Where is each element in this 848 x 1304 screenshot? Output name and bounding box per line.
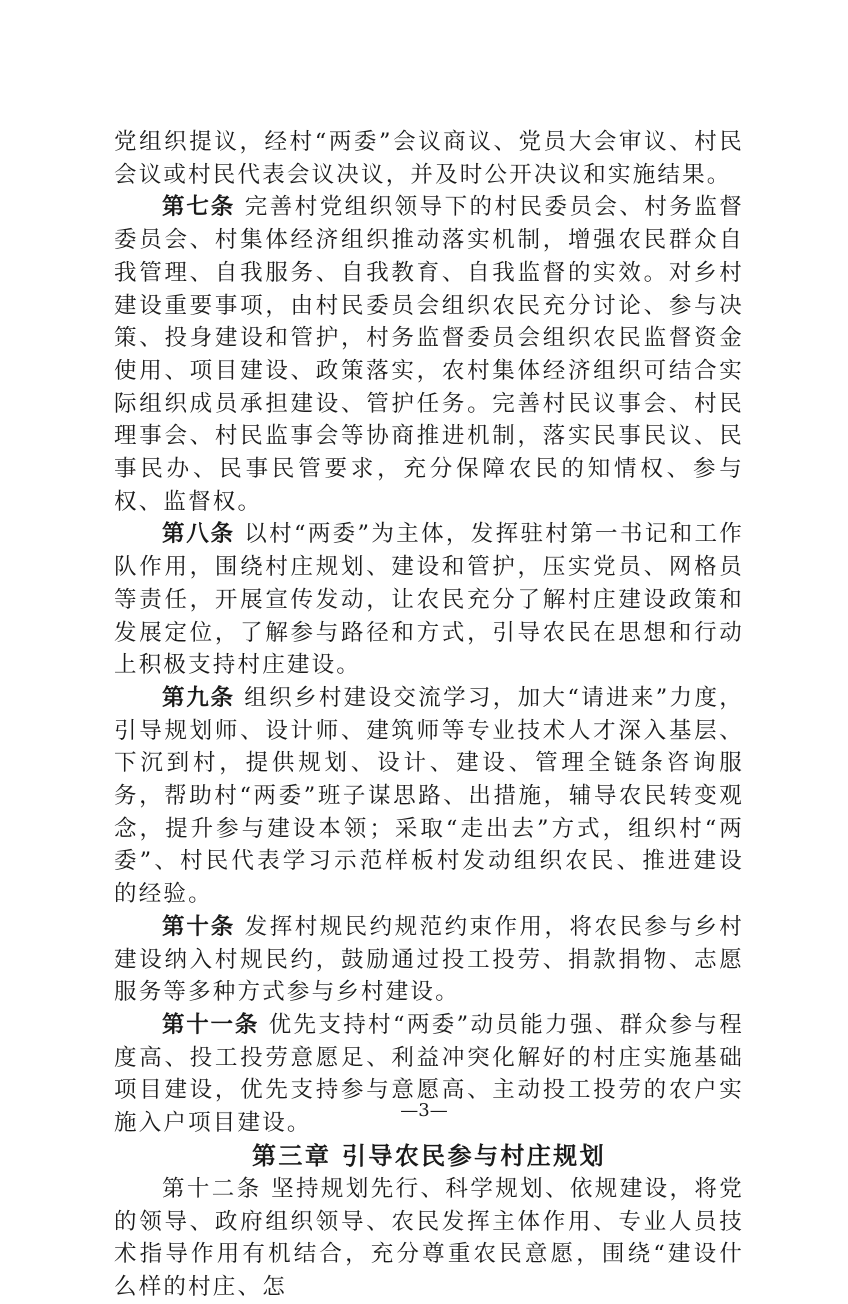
article-8	[114, 518, 744, 682]
paragraph-continuation	[114, 126, 744, 191]
article-text: 优先支持村“两委”动员能力强、群众参与程度高、投工投劳意愿足、利益冲突化解好的村庄实施基础项目建设，优先支持参与意愿高、主动投工投劳的农户实施入户项目建设。	[114, 1011, 744, 1137]
page-number: —3—	[400, 1100, 448, 1121]
article-label: 第十条	[162, 913, 236, 940]
paragraph-text: 党组织提议，经村“两委”会议商议、党员大会审议、村民会议或村民代表会议决议，并及时公开决议和实施结果。	[114, 129, 744, 188]
document-body	[114, 126, 744, 1304]
article-label: 第八条	[162, 521, 235, 548]
chapter-heading: 第三章 引导农民参与村庄规划	[252, 1141, 606, 1170]
article-text: 以村“两委”为主体，发挥驻村第一书记和工作队作用，围绕村庄规划、建设和管护，压实党员、网格员等责任，开展宣传发动，让农民充分了解村庄建设政策和发展定位，了解参与路径和方式，引导农民在思想和行动上积极支持村庄建设。	[114, 521, 744, 679]
article-label: 第十一条	[162, 1011, 260, 1038]
article-label: 第九条	[162, 684, 235, 711]
article-text: 第十二条 坚持规划先行、科学规划、依规建设，将党的领导、政府组织领导、农民发挥主体作用、专业人员技术指导作用有机结合，充分尊重农民意愿，围绕“建设什么样的村庄、怎	[114, 1175, 744, 1300]
article-text: 发挥村规民约规范约束作用，将农民参与乡村建设纳入村规民约，鼓励通过投工投劳、捐款捐物、志愿服务等多种方式参与乡村建设。	[114, 913, 744, 1006]
article-10	[114, 911, 744, 1009]
article-7	[114, 191, 744, 518]
article-label: 第七条	[162, 194, 236, 221]
article-9	[114, 682, 744, 911]
article-text: 完善村党组织领导下的村民委员会、村务监督委员会、村集体经济组织推动落实机制，增强农民群众自我管理、自我服务、自我教育、自我监督的实效。对乡村建设重要事项，由村民委员会组织农民充分讨论、参与决策、投身建设和管护，村务监督委员会组织农民监督资金使用、项目建设、政策落实，农村集体经济组织可结合实际组织成员承担建设、管护任务。完善村民议事会、村民理事会、村民监事会等协商推进机制，落实民事民议、民事民办、民事民管要求，充分保障农民的知情权、参与权、监督权。	[114, 194, 744, 515]
article-12	[114, 1173, 744, 1304]
article-text: 组织乡村建设交流学习，加大“请进来”力度，引导规划师、设计师、建筑师等专业技术人才深入基层、下沉到村，提供规划、设计、建设、管理全链条咨询服务，帮助村“两委”班子谋思路、出措施，辅导农民转变观念，提升参与建设本领；采取“走出去”方式，组织村“两委”、村民代表学习示范样板村发动组织农民、推进建设的经验。	[114, 684, 744, 908]
